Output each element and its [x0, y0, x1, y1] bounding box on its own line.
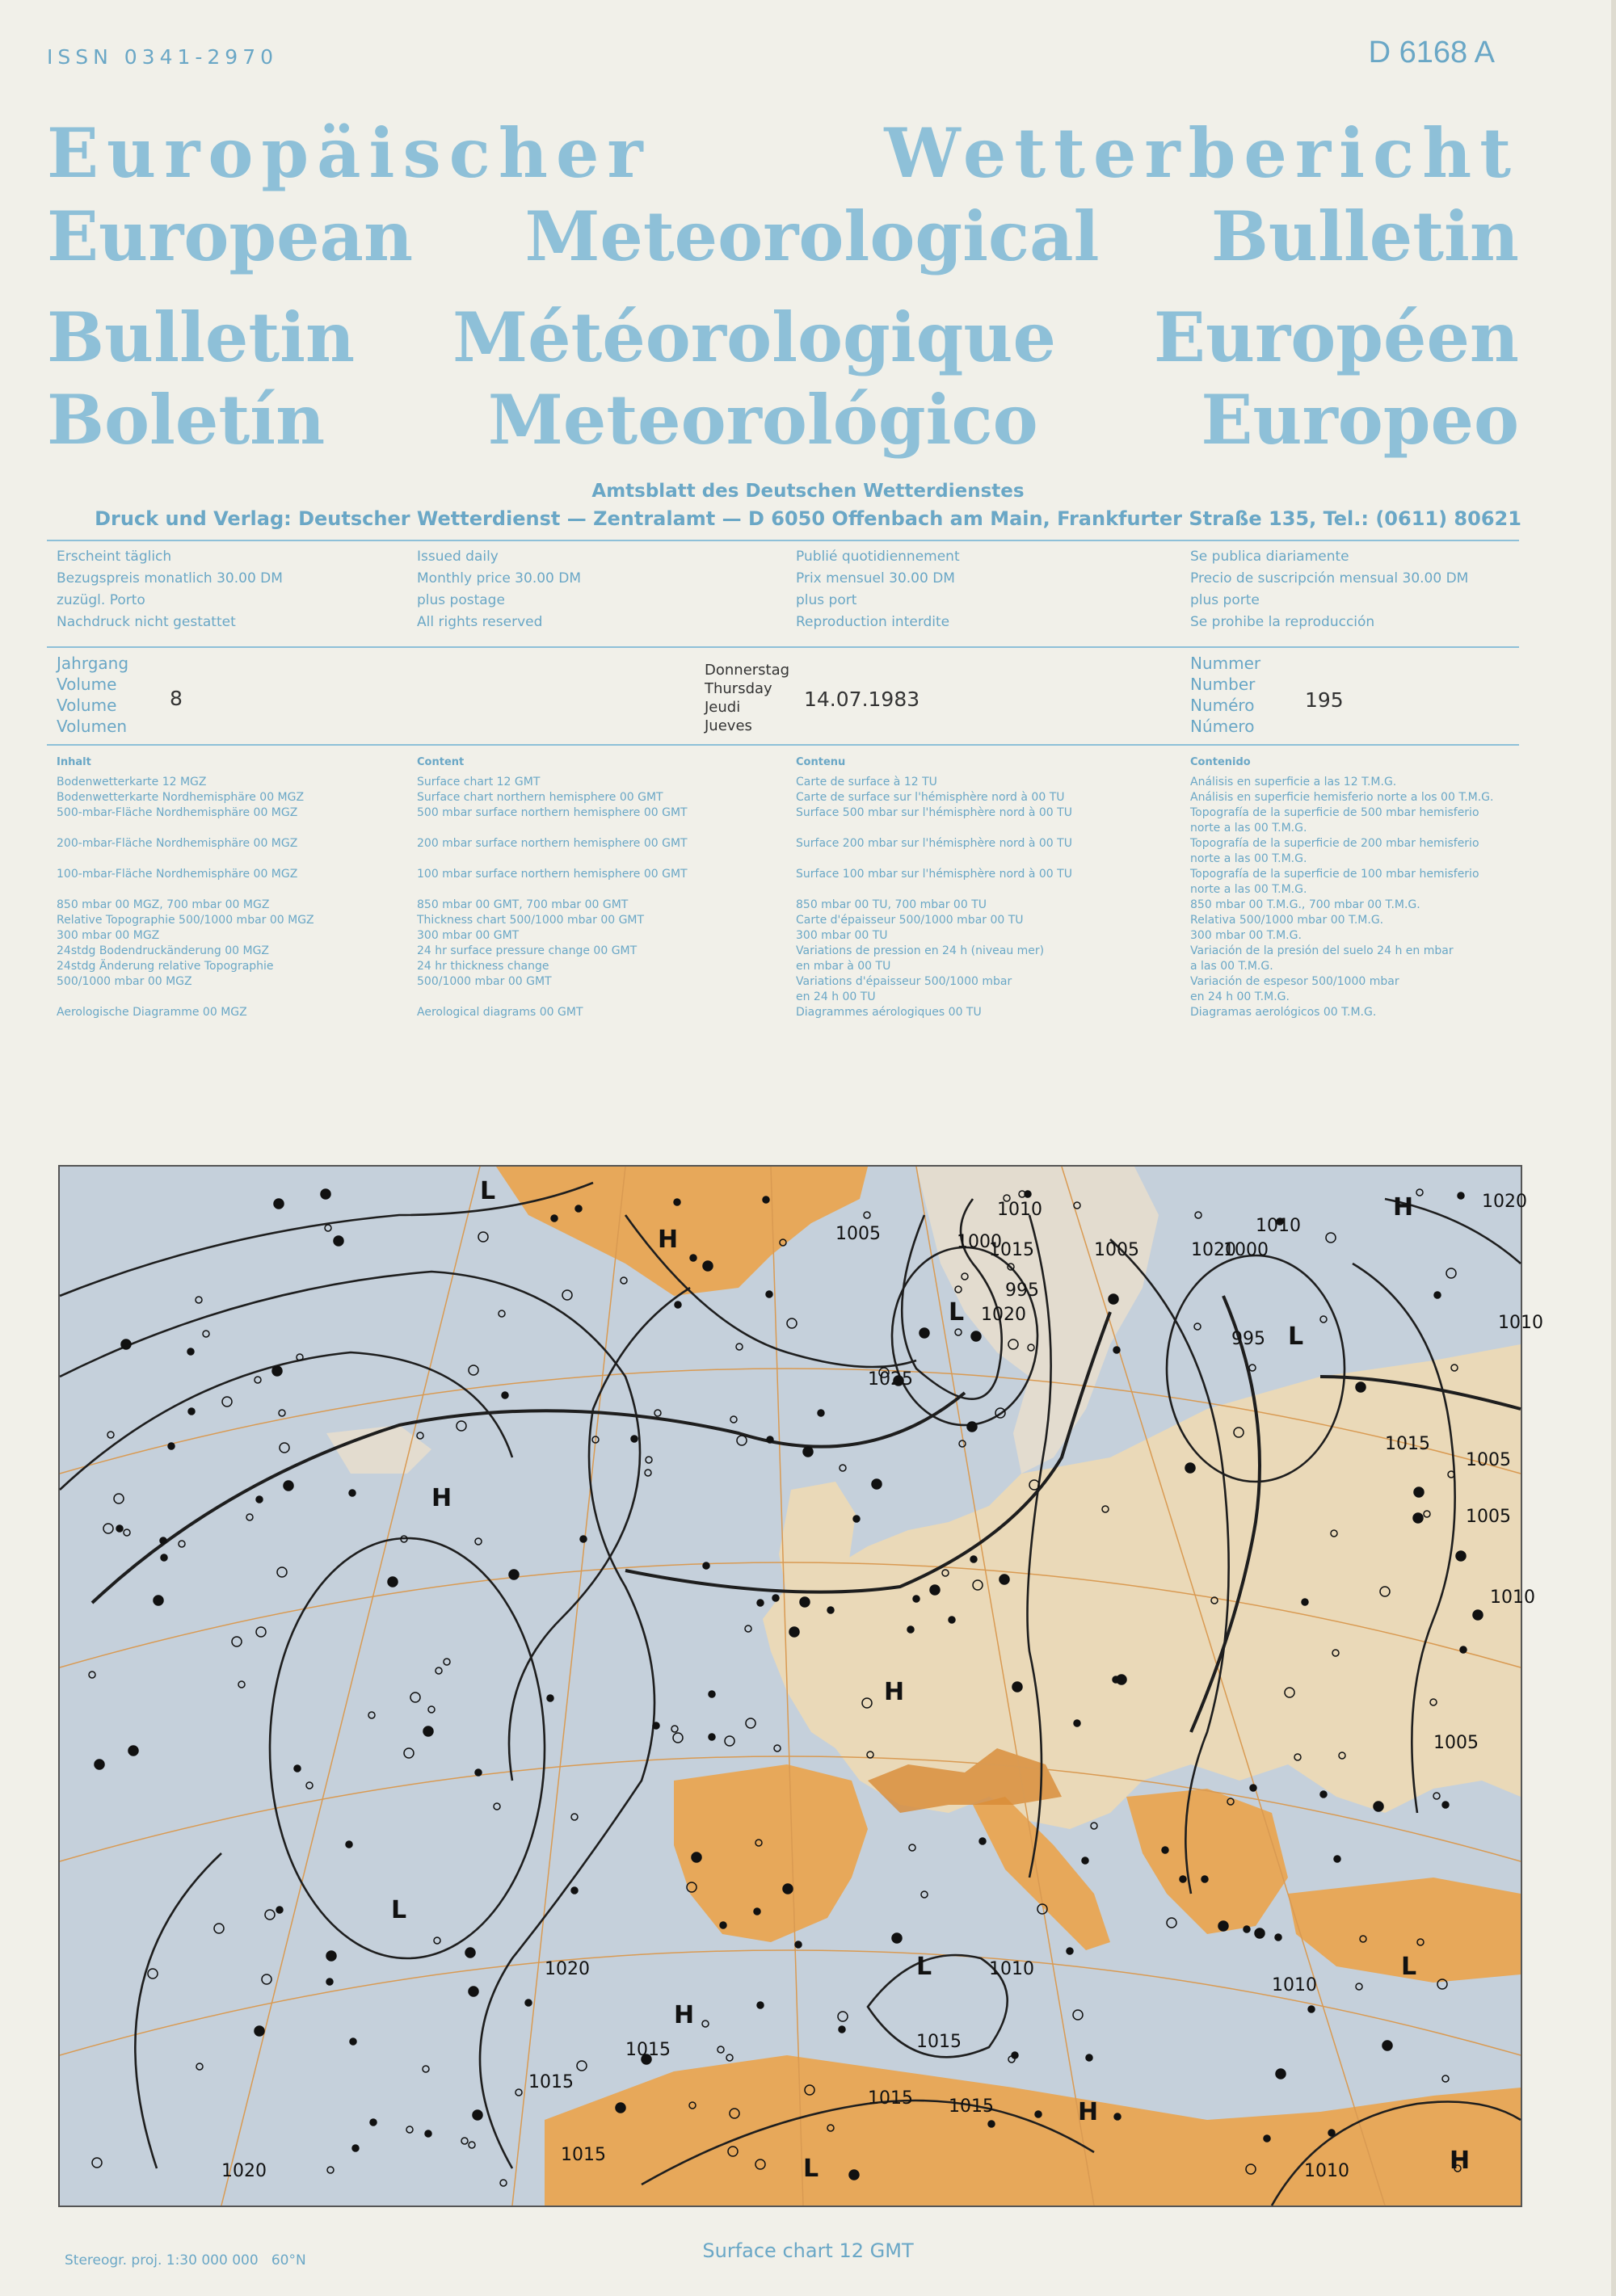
station-marker — [631, 1436, 638, 1442]
isobar-label: 1020 — [545, 1959, 590, 1979]
station-marker — [1086, 2054, 1092, 2061]
isobar-label: 1010 — [1256, 1216, 1301, 1236]
isobar-label: 1010 — [1272, 1975, 1317, 1995]
station-marker — [709, 1691, 715, 1697]
contents-item: Surface 200 mbar sur l'hémisphère nord à 00 TU — [796, 837, 1072, 850]
contents-item: Variations d'épaisseur 500/1000 mbar — [796, 975, 1012, 988]
station-marker — [326, 1979, 333, 1985]
isobar-label: 1010 — [1498, 1313, 1543, 1333]
station-marker — [1414, 1487, 1424, 1497]
station-marker — [1308, 2006, 1315, 2012]
station-marker — [907, 1626, 914, 1633]
station-marker — [999, 1575, 1009, 1584]
contents-item: Aerological diagrams 00 GMT — [417, 1006, 583, 1019]
station-marker — [1114, 2113, 1121, 2120]
contents-item: 300 mbar 00 MGZ — [57, 929, 160, 942]
station-marker — [971, 1331, 981, 1341]
station-marker — [1302, 1599, 1308, 1605]
day-labels: Donnerstag Thursday Jeudi Jueves — [705, 662, 790, 734]
contents-item: 24stdg Bodendruckänderung 00 MGZ — [57, 944, 270, 957]
contents-item — [57, 821, 436, 836]
isobar-label: 1015 — [561, 2145, 606, 2165]
title-spanish: Boletín Meteorológico Europeo — [47, 380, 1519, 460]
contents-german — [57, 755, 436, 1020]
station-marker — [763, 1196, 769, 1203]
contents-heading: Content — [417, 756, 465, 768]
station-marker — [766, 1291, 772, 1297]
station-marker — [767, 1436, 773, 1443]
contents-item: Topografía de la superficie de 100 mbar hemisferio — [1190, 868, 1479, 881]
pressure-center: L — [1288, 1323, 1304, 1351]
station-marker — [872, 1479, 882, 1489]
contents-item: 100 mbar surface northern hemisphere 00 GMT — [417, 868, 688, 881]
isobar-label: 1015 — [528, 2072, 574, 2092]
contents-item: 850 mbar 00 GMT, 700 mbar 00 GMT — [417, 898, 629, 911]
contents-heading: Inhalt — [57, 756, 91, 768]
contents-item: norte a las 00 T.M.G. — [1190, 852, 1307, 865]
contents-item — [417, 852, 797, 867]
station-marker — [1113, 1347, 1120, 1353]
station-marker — [803, 1447, 813, 1457]
station-marker — [1434, 1292, 1441, 1298]
contents-item: Diagramas aerológicos 00 T.M.G. — [1190, 1006, 1377, 1019]
station-marker — [154, 1596, 163, 1605]
station-marker — [783, 1884, 793, 1894]
divider — [47, 646, 1519, 648]
contents-item: 850 mbar 00 TU, 700 mbar 00 TU — [796, 898, 987, 911]
station-marker — [1185, 1463, 1195, 1473]
station-marker — [988, 2121, 995, 2127]
issue-date: 14.07.1983 — [804, 688, 920, 711]
isobar-label: 1015 — [1385, 1434, 1430, 1454]
contents-item: 850 mbar 00 MGZ, 700 mbar 00 MGZ — [57, 898, 270, 911]
pressure-center: H — [1450, 2147, 1471, 2175]
station-marker — [1413, 1513, 1423, 1523]
station-marker — [1334, 1856, 1340, 1862]
station-marker — [1255, 1928, 1265, 1938]
station-marker — [674, 1199, 680, 1205]
pub-info-spanish: Se publica diariamente Precio de suscripción mensual 30.00 DM plus porte Se prohibe la reproducción — [1190, 549, 1469, 630]
station-marker — [473, 2110, 482, 2120]
station-marker — [1067, 1948, 1073, 1954]
isobar-label: 1020 — [1191, 1240, 1236, 1260]
contents-item: Surface 100 mbar sur l'hémisphère nord à 00 TU — [796, 868, 1072, 881]
contents-item: Bodenwetterkarte Nordhemisphäre 00 MGZ — [57, 791, 305, 804]
contents-item: 24 hr thickness change — [417, 960, 549, 973]
station-marker — [547, 1695, 553, 1701]
contents-item — [57, 852, 436, 867]
station-marker — [1180, 1876, 1186, 1882]
pub-info-english: Issued daily Monthly price 30.00 DM plus postage All rights reserved — [417, 549, 582, 630]
station-marker — [1456, 1551, 1466, 1561]
isobar-label: 1020 — [221, 2161, 267, 2181]
contents-item: Aerologische Diagramme 00 MGZ — [57, 1006, 247, 1019]
contents-item: 500 mbar surface northern hemisphere 00 GMT — [417, 806, 688, 819]
contents-heading: Contenu — [796, 756, 846, 768]
isobar-label: 1005 — [1466, 1450, 1511, 1470]
station-marker — [795, 1941, 802, 1948]
station-marker — [675, 1301, 681, 1308]
station-marker — [321, 1189, 330, 1199]
contents-english — [417, 755, 797, 1020]
isobar-label: 1000 — [957, 1232, 1002, 1252]
pressure-center: H — [431, 1484, 452, 1512]
station-marker — [1374, 1802, 1383, 1811]
contents-french — [796, 755, 1176, 1020]
isobar-label: 1010 — [1304, 2161, 1349, 2181]
station-marker — [1276, 2069, 1286, 2079]
official-gazette: Amtsblatt des Deutschen Wetterdienstes — [591, 481, 1025, 502]
isobar-label: 1010 — [997, 1200, 1042, 1220]
station-marker — [276, 1907, 283, 1913]
station-marker — [388, 1577, 398, 1587]
station-marker — [1458, 1192, 1464, 1199]
chart-caption: Surface chart 12 GMT — [702, 2239, 914, 2262]
contents-item: 200-mbar-Fläche Nordhemisphäre 00 MGZ — [57, 837, 298, 850]
contents-item — [417, 990, 797, 1005]
station-marker — [116, 1525, 123, 1532]
pressure-center: H — [658, 1226, 679, 1254]
station-marker — [465, 1948, 475, 1957]
station-marker — [930, 1585, 940, 1595]
contents-item: 500/1000 mbar 00 MGZ — [57, 975, 192, 988]
station-marker — [709, 1734, 715, 1740]
station-marker — [525, 2000, 532, 2006]
pressure-center: H — [884, 1678, 905, 1706]
station-marker — [187, 1348, 194, 1355]
station-marker — [970, 1556, 977, 1562]
isobar-label: 1005 — [1466, 1507, 1511, 1527]
station-marker — [284, 1481, 293, 1491]
station-marker — [1117, 1675, 1126, 1684]
station-marker — [1250, 1785, 1256, 1791]
contents-item: 300 mbar 00 T.M.G. — [1190, 929, 1302, 942]
isobar-label: 1015 — [989, 1240, 1034, 1260]
station-marker — [853, 1516, 860, 1522]
contents-item: Surface chart northern hemisphere 00 GMT — [417, 791, 663, 804]
station-marker — [1244, 1926, 1250, 1932]
station-marker — [294, 1765, 301, 1772]
page-edge — [1611, 0, 1616, 2296]
station-marker — [703, 1261, 713, 1271]
station-marker — [1218, 1921, 1228, 1931]
contents-item: 300 mbar 00 GMT — [417, 929, 520, 942]
number-labels: Nummer Number Numéro Número — [1190, 654, 1261, 736]
station-marker — [827, 1607, 834, 1613]
station-marker — [423, 1726, 433, 1736]
contents-item: 500/1000 mbar 00 GMT — [417, 975, 552, 988]
isobar-label: 995 — [1005, 1280, 1039, 1301]
station-marker — [95, 1760, 104, 1769]
isobar-label: 1015 — [916, 2032, 962, 2052]
station-marker — [334, 1236, 343, 1246]
volume-labels: Jahrgang Volume Volume Volumen — [57, 654, 129, 736]
isobar-label: 1010 — [1490, 1587, 1535, 1608]
station-marker — [326, 1951, 336, 1961]
station-marker — [1382, 2041, 1392, 2050]
pub-info-french: Publié quotidiennement Prix mensuel 30.00 DM plus port Reproduction interdite — [796, 549, 960, 630]
station-marker — [800, 1597, 810, 1607]
station-marker — [121, 1339, 131, 1349]
station-marker — [913, 1596, 920, 1602]
station-marker — [1460, 1646, 1467, 1653]
contents-item: 500-mbar-Fläche Nordhemisphäre 00 MGZ — [57, 806, 298, 819]
station-marker — [1109, 1294, 1118, 1304]
contents-item: norte a las 00 T.M.G. — [1190, 883, 1307, 896]
station-marker — [425, 2130, 431, 2137]
station-marker — [949, 1617, 955, 1623]
station-marker — [1356, 1382, 1366, 1392]
contents-item: Surface 500 mbar sur l'hémisphère nord à 00 TU — [796, 806, 1072, 819]
divider — [47, 540, 1519, 541]
isobar-label: 1015 — [625, 2040, 671, 2060]
pressure-center: H — [674, 2001, 695, 2029]
contents-item: 24 hr surface pressure change 00 GMT — [417, 944, 638, 957]
station-marker — [920, 1328, 929, 1338]
contents-item — [796, 882, 1176, 898]
title-german: Europäischer Wetterbericht — [47, 113, 1519, 193]
station-marker — [1264, 2135, 1270, 2142]
pressure-center: L — [803, 2155, 819, 2183]
isobar-label: 1025 — [868, 1369, 913, 1390]
station-marker — [350, 2038, 356, 2045]
pressure-center: L — [916, 1953, 932, 1981]
pub-info-german: Erscheint täglich Bezugspreis monatlich 30.00 DM zuzügl. Porto Nachdruck nicht gestattet — [57, 549, 283, 630]
isobar-label: 1015 — [949, 2096, 994, 2117]
station-marker — [502, 1392, 508, 1398]
station-marker — [616, 2103, 625, 2113]
station-marker — [720, 1922, 726, 1928]
contents-item — [57, 882, 436, 898]
contents-heading: Contenido — [1190, 756, 1251, 768]
surface-chart-map — [58, 1165, 1543, 2207]
isobar-label: 1010 — [989, 1959, 1034, 1979]
contents-item: en 24 h 00 TU — [796, 990, 876, 1003]
isobar-label: 1020 — [1482, 1192, 1527, 1212]
station-marker — [1162, 1847, 1168, 1853]
contents-item — [417, 882, 797, 898]
contents-item: Variación de espesor 500/1000 mbar — [1190, 975, 1399, 988]
station-marker — [1035, 2111, 1042, 2117]
station-marker — [346, 1841, 352, 1848]
station-marker — [571, 1887, 578, 1894]
isobar-label: 1005 — [1094, 1240, 1139, 1260]
pressure-center: L — [391, 1896, 407, 1924]
isobar-label: 1020 — [981, 1305, 1026, 1325]
contents-item: Carte de surface à 12 TU — [796, 776, 937, 788]
divider — [47, 744, 1519, 746]
station-marker — [1473, 1610, 1483, 1620]
station-marker — [967, 1422, 977, 1432]
contents-item: Relativa 500/1000 mbar 00 T.M.G. — [1190, 914, 1384, 927]
pressure-center: H — [1393, 1193, 1414, 1222]
contents-item — [57, 990, 436, 1005]
contents-item: Carte d'épaisseur 500/1000 mbar 00 TU — [796, 914, 1024, 927]
station-marker — [255, 2026, 264, 2036]
document-number: D 6168 A — [1368, 36, 1495, 69]
station-marker — [789, 1627, 799, 1637]
isobar-label: 1000 — [1223, 1240, 1269, 1260]
pressure-center: L — [949, 1298, 965, 1327]
title-english: European Meteorological Bulletin — [47, 196, 1519, 276]
station-marker — [469, 1987, 478, 1996]
pressure-center: L — [1401, 1953, 1417, 1981]
isobar-label: 1005 — [835, 1224, 881, 1244]
station-marker — [653, 1722, 659, 1729]
station-marker — [160, 1537, 166, 1544]
contents-item: Relative Topographie 500/1000 mbar 00 MGZ — [57, 914, 314, 927]
contents-item: 850 mbar 00 T.M.G., 700 mbar 00 T.M.G. — [1190, 898, 1420, 911]
station-marker — [979, 1838, 986, 1844]
contents-item: Diagrammes aérologiques 00 TU — [796, 1006, 982, 1019]
contents-item — [796, 852, 1176, 867]
volume-value: 8 — [170, 687, 183, 710]
pressure-center: L — [480, 1177, 496, 1205]
contents-item: 300 mbar 00 TU — [796, 929, 888, 942]
station-marker — [475, 1769, 482, 1776]
issue-number: 195 — [1305, 688, 1344, 712]
contents-item: Topografía de la superficie de 200 mbar hemisferio — [1190, 837, 1479, 850]
station-marker — [892, 1933, 902, 1943]
isobar-label: 1005 — [1433, 1733, 1479, 1753]
station-marker — [274, 1199, 284, 1209]
contents-item: 200 mbar surface northern hemisphere 00 GMT — [417, 837, 688, 850]
contents-item: 24stdg Änderung relative Topographie — [57, 960, 274, 973]
station-marker — [370, 2119, 377, 2126]
contents-spanish — [1190, 755, 1570, 1020]
projection-note: Stereogr. proj. 1:30 000 000 60°N — [65, 2252, 306, 2269]
contents-item: Bodenwetterkarte 12 MGZ — [57, 776, 207, 788]
station-marker — [818, 1410, 824, 1416]
contents-item: norte a las 00 T.M.G. — [1190, 822, 1307, 835]
station-marker — [1275, 1934, 1281, 1941]
station-marker — [1082, 1857, 1088, 1864]
title-french: Bulletin Météorologique Européen — [47, 297, 1519, 377]
contents-item: en mbar à 00 TU — [796, 960, 891, 973]
station-marker — [575, 1205, 582, 1212]
station-marker — [703, 1562, 709, 1569]
station-marker — [757, 1600, 764, 1606]
publisher-line: Druck und Verlag: Deutscher Wetterdienst — Zentralamt — D 6050 Offenbach am Main, Frankfurter Straße 135, Tel.: (0611) 80621 — [95, 507, 1521, 530]
station-marker — [168, 1443, 175, 1449]
contents-item: en 24 h 00 T.M.G. — [1190, 990, 1290, 1003]
issn: ISSN 0341-2970 — [47, 45, 279, 69]
station-marker — [509, 1570, 519, 1579]
contents-item: Análisis en superficie hemisferio norte a los 00 T.M.G. — [1190, 791, 1494, 804]
isobar-label: 995 — [1231, 1329, 1265, 1349]
station-marker — [128, 1746, 138, 1756]
station-marker — [754, 1908, 760, 1915]
contents-item: a las 00 T.M.G. — [1190, 960, 1273, 973]
station-marker — [349, 1490, 356, 1496]
station-marker — [272, 1366, 282, 1376]
station-marker — [1328, 2130, 1335, 2136]
station-marker — [1320, 1791, 1327, 1798]
station-marker — [690, 1255, 696, 1261]
station-marker — [580, 1536, 587, 1542]
station-marker — [849, 2170, 859, 2180]
station-marker — [1074, 1720, 1080, 1726]
contents-item: Carte de surface sur l'hémisphère nord à 00 TU — [796, 791, 1065, 804]
contents-item: Surface chart 12 GMT — [417, 776, 541, 788]
station-marker — [839, 2026, 845, 2033]
station-marker — [1012, 1682, 1022, 1692]
station-marker — [757, 2002, 764, 2008]
station-marker — [692, 1852, 701, 1862]
contents-item: 100-mbar-Fläche Nordhemisphäre 00 MGZ — [57, 868, 298, 881]
station-marker — [352, 2145, 359, 2151]
station-marker — [161, 1554, 167, 1561]
isobar-label: 1015 — [868, 2088, 913, 2109]
contents-item: Variación de la presión del suelo 24 h en mbar — [1190, 944, 1454, 957]
station-marker — [188, 1408, 195, 1415]
station-marker — [551, 1215, 558, 1222]
station-marker — [1201, 1876, 1208, 1882]
contents-item — [417, 821, 797, 836]
contents-item: Análisis en superficie a las 12 T.M.G. — [1190, 776, 1397, 788]
contents-item: Thickness chart 500/1000 mbar 00 GMT — [417, 914, 645, 927]
contents-item: Variations de pression en 24 h (niveau mer) — [796, 944, 1045, 957]
contents-item: Topografía de la superficie de 500 mbar hemisferio — [1190, 806, 1479, 819]
station-marker — [256, 1496, 263, 1503]
pressure-center: H — [1078, 2098, 1099, 2126]
station-marker — [772, 1595, 779, 1601]
contents-item — [796, 821, 1176, 836]
station-marker — [1442, 1802, 1449, 1808]
